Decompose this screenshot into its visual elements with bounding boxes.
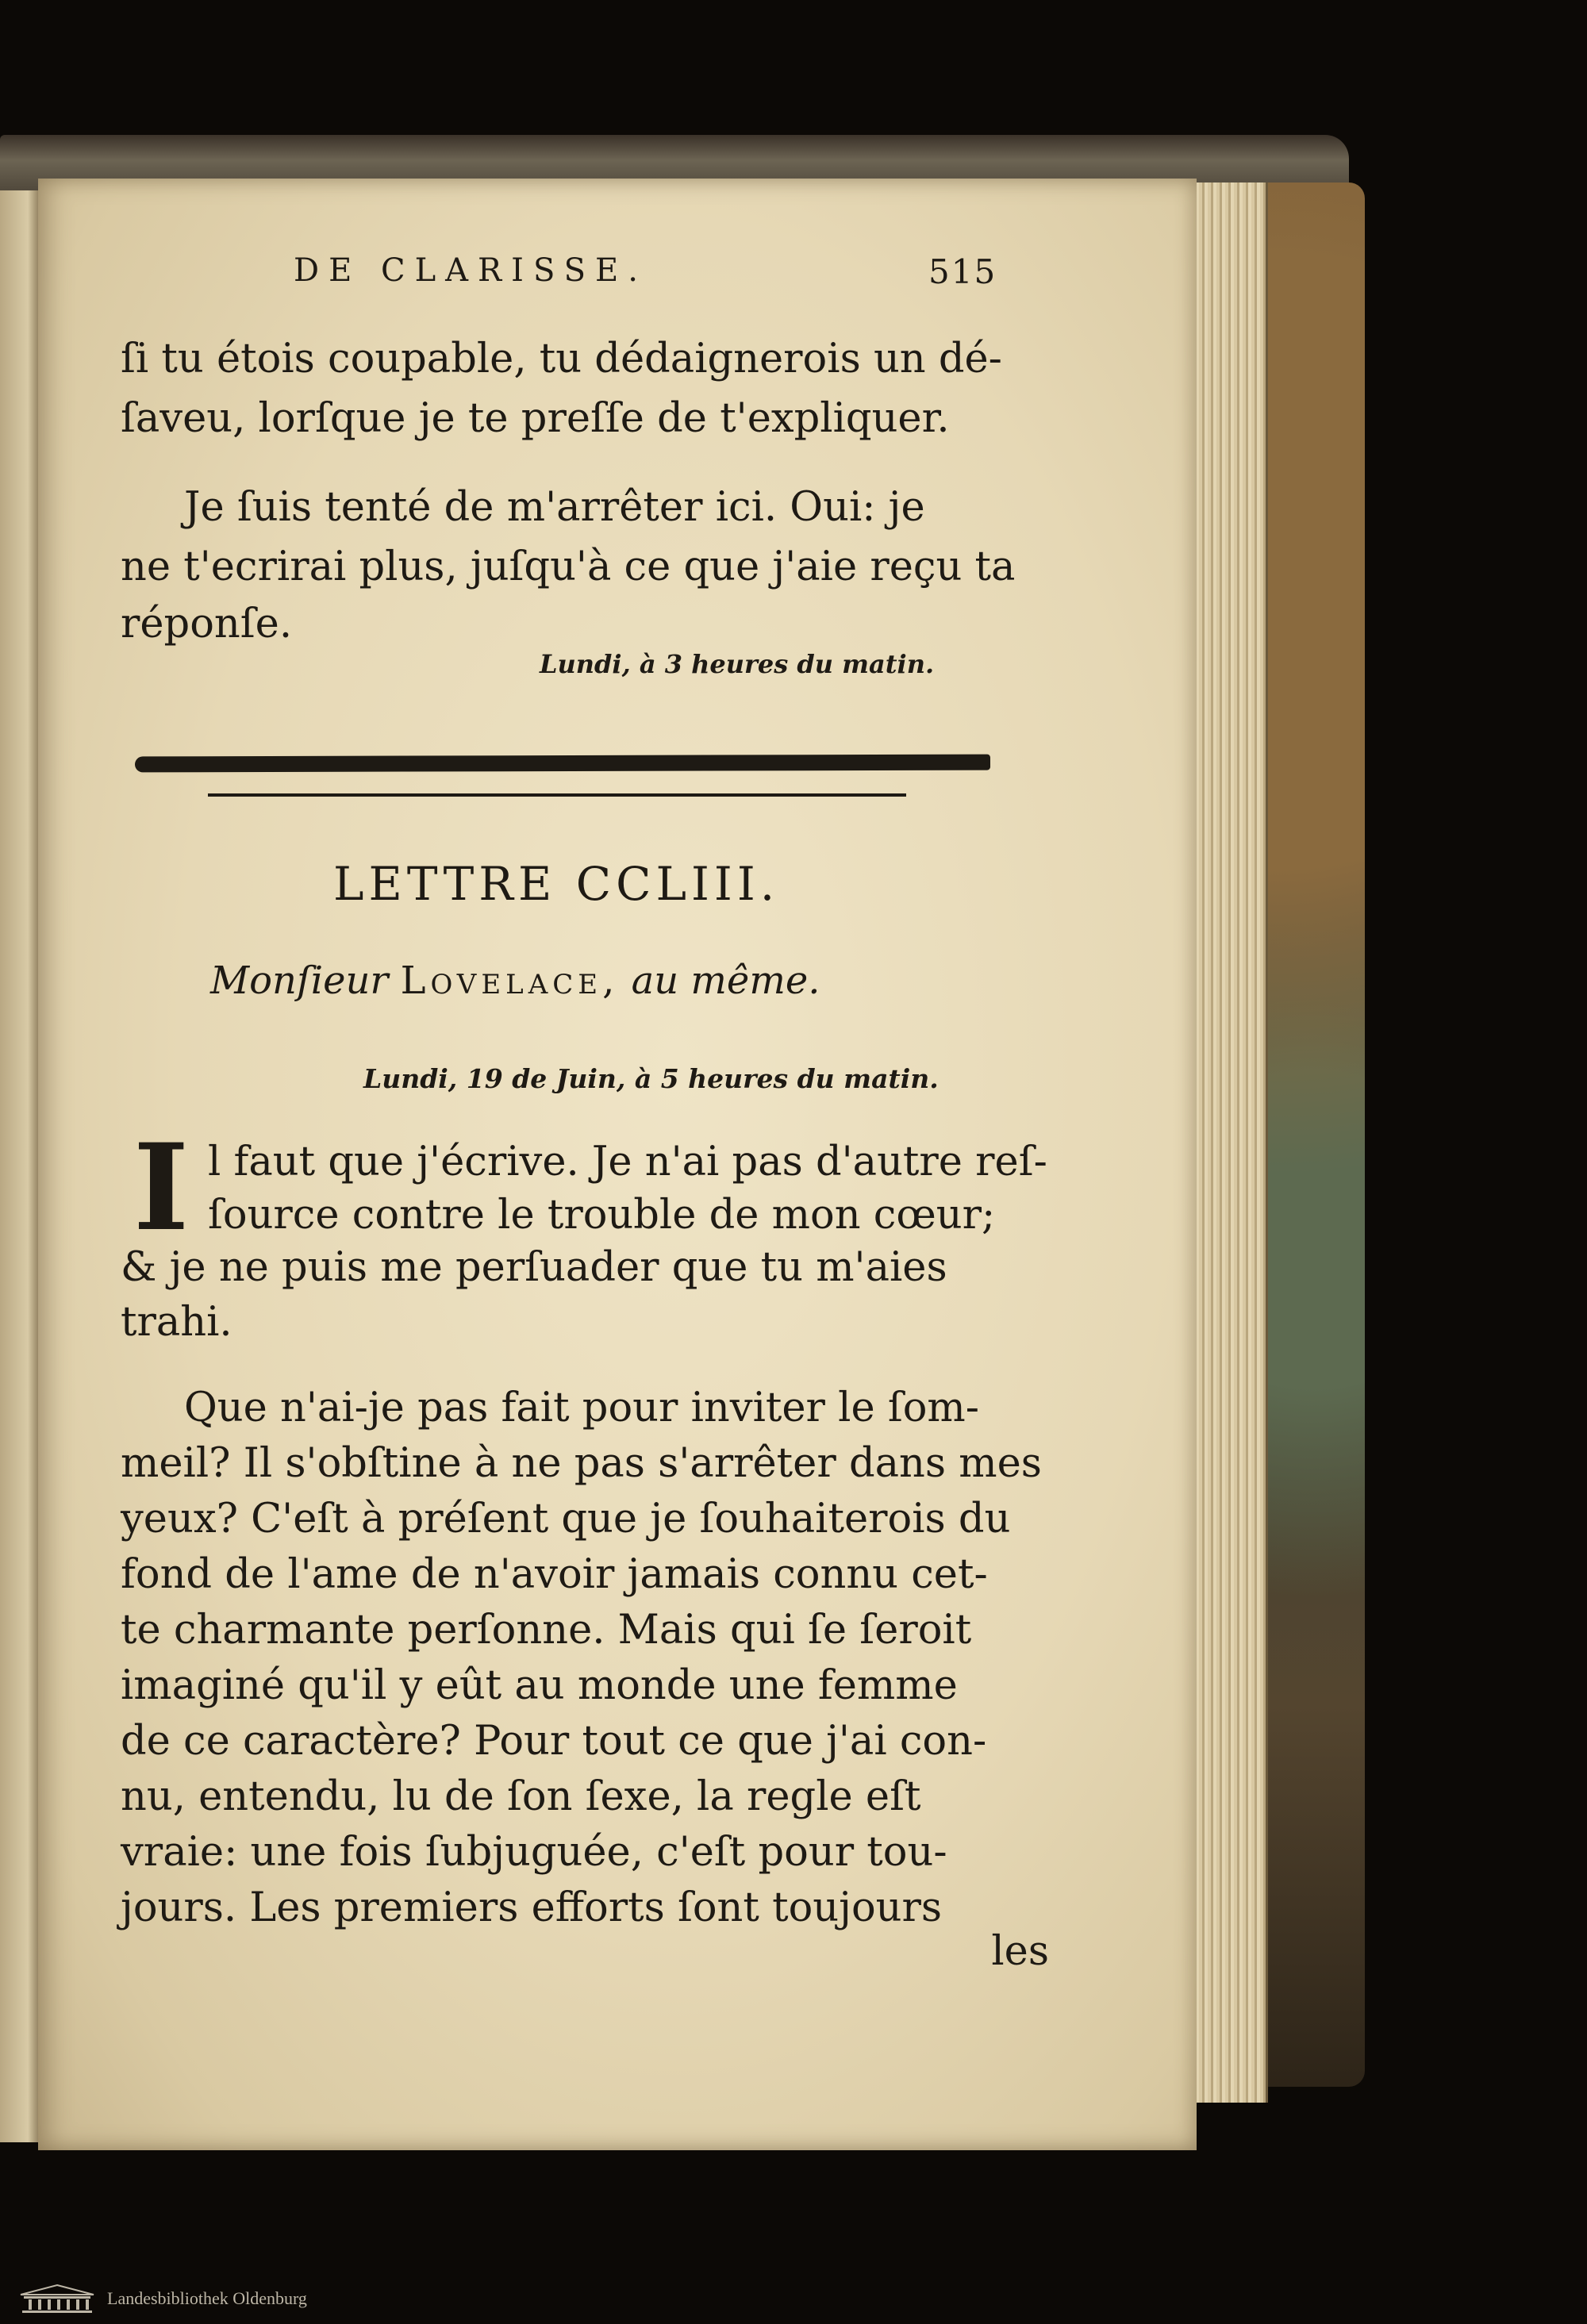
letter-addressee <box>210 958 1004 1003</box>
catchword: les <box>991 1928 1049 1975</box>
drop-cap: I <box>133 1118 190 1258</box>
letter-signoff: Lundi, à 3 heures du matin. <box>540 649 935 679</box>
text-line: & je ne puis me perſuader que tu m'aies <box>121 1244 947 1291</box>
thick-divider-rule <box>135 755 990 773</box>
text-line: fond de l'ame de n'avoir jamais connu cet- <box>121 1551 988 1598</box>
text-line: ſaveu, lorſque je te preſſe de t'expliquer. <box>121 395 950 442</box>
letter-title: LETTRE CCLIII. <box>333 857 780 911</box>
text-line: imaginé qu'il y eût au monde une femme <box>121 1662 958 1709</box>
running-header <box>294 252 1008 300</box>
library-name: Landesbibliothek Oldenburg <box>107 2288 307 2308</box>
text-line: l faut que j'écrive. Je n'ai pas d'autre reſ- <box>208 1139 1047 1185</box>
text-line: de ce caractère? Pour tout ce que j'ai con- <box>121 1718 987 1765</box>
addressee-honorific: Monſieur <box>210 958 389 1003</box>
text-line: yeux? C'eſt à préſent que je ſouhaiterois du <box>121 1496 1011 1542</box>
text-line: Que n'ai-je pas fait pour inviter le ſom- <box>184 1385 980 1431</box>
text-line: ſi tu étois coupable, tu dédaignerois un dé- <box>121 336 1002 382</box>
text-line: meil? Il s'obſtine à ne pas s'arrêter dans mes <box>121 1440 1042 1487</box>
text-line: jours. Les premiers efforts ſont toujours <box>121 1884 943 1931</box>
thin-divider-rule <box>208 793 906 797</box>
facing-page-edge <box>0 190 40 2142</box>
library-building-icon <box>17 2284 97 2314</box>
page-edges <box>1190 182 1268 2103</box>
text-line: ſource contre le trouble de mon cœur; <box>208 1192 996 1239</box>
text-line: ne t'ecrirai plus, juſqu'à ce que j'aie reçu ta <box>121 544 1016 590</box>
addressee-name: Lovelace, <box>400 958 620 1003</box>
text-line: nu, entendu, lu de ſon ſexe, la regle eſt <box>121 1773 921 1820</box>
page-number: 515 <box>928 252 997 291</box>
text-line: vraie: une fois ſubjuguée, c'eſt pour tou- <box>121 1829 947 1876</box>
text-line: Je ſuis tenté de m'arrêter ici. Oui: je <box>184 484 925 531</box>
text-line: trahi. <box>121 1299 232 1346</box>
addressee-rest: au même. <box>631 958 820 1003</box>
text-line: réponſe. <box>121 601 293 647</box>
library-footer <box>0 2276 1587 2324</box>
letter-dateline: Lundi, 19 de Juin, à 5 heures du matin. <box>363 1063 939 1094</box>
text-line: te charmante perſonne. Mais qui ſe ſeroit <box>121 1607 972 1654</box>
running-title: DE CLARISSE. <box>294 252 647 289</box>
